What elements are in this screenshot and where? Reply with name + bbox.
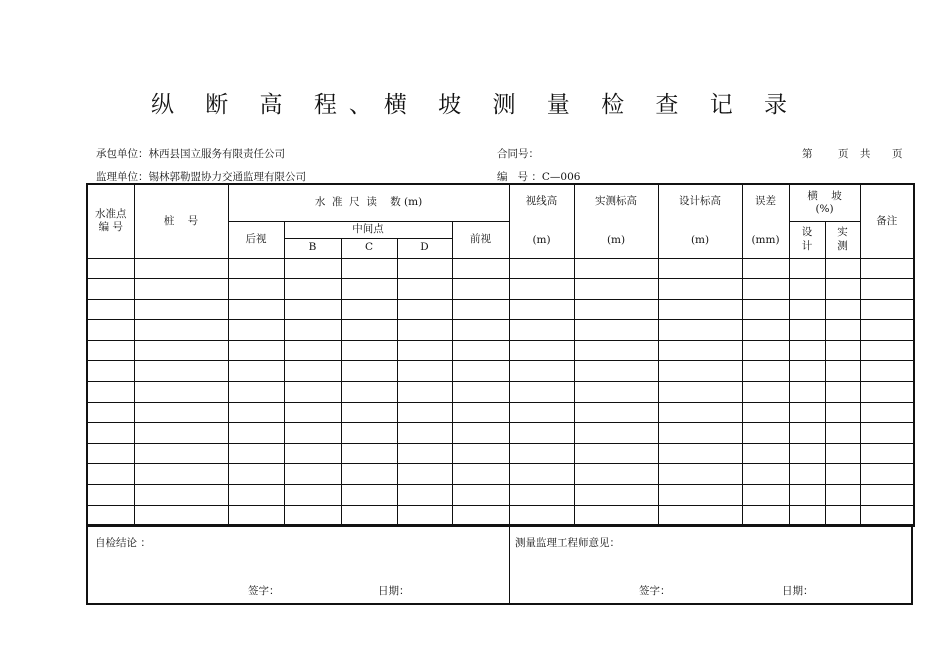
header-b: B bbox=[284, 238, 341, 258]
table-cell bbox=[789, 505, 825, 526]
table-cell bbox=[860, 279, 914, 300]
table-cell bbox=[742, 423, 789, 444]
table-row bbox=[87, 402, 914, 423]
table-cell bbox=[742, 505, 789, 526]
table-cell bbox=[789, 443, 825, 464]
table-cell bbox=[825, 299, 860, 320]
table-cell bbox=[742, 443, 789, 464]
table-cell bbox=[742, 361, 789, 382]
table-cell bbox=[789, 279, 825, 300]
table-cell bbox=[789, 340, 825, 361]
header-foresight: 前视 bbox=[452, 221, 509, 258]
table-cell bbox=[825, 485, 860, 506]
table-cell bbox=[87, 382, 134, 403]
header-d: D bbox=[397, 238, 452, 258]
table-cell bbox=[742, 382, 789, 403]
table-cell bbox=[574, 320, 658, 341]
table-cell bbox=[341, 299, 397, 320]
table-cell bbox=[397, 402, 452, 423]
date-right-label: 日期： bbox=[782, 585, 814, 597]
table-cell bbox=[397, 279, 452, 300]
table-cell bbox=[509, 340, 574, 361]
footer-section bbox=[86, 524, 913, 605]
table-cell bbox=[228, 443, 284, 464]
table-cell bbox=[574, 382, 658, 403]
table-cell bbox=[658, 320, 742, 341]
table-cell bbox=[284, 361, 341, 382]
table-cell bbox=[397, 320, 452, 341]
table-cell bbox=[397, 443, 452, 464]
table-cell bbox=[134, 340, 228, 361]
table-cell bbox=[87, 505, 134, 526]
page-di-label: 第 bbox=[802, 148, 813, 160]
table-cell bbox=[742, 299, 789, 320]
table-cell bbox=[284, 402, 341, 423]
table-cell bbox=[789, 258, 825, 279]
table-cell bbox=[658, 279, 742, 300]
page-ye-label: 页 bbox=[892, 148, 903, 160]
table-cell bbox=[789, 402, 825, 423]
table-cell bbox=[134, 382, 228, 403]
table-cell bbox=[509, 464, 574, 485]
table-cell bbox=[452, 505, 509, 526]
table-cell bbox=[341, 382, 397, 403]
table-row bbox=[87, 258, 914, 279]
table-row bbox=[87, 443, 914, 464]
table-cell bbox=[742, 485, 789, 506]
table-cell bbox=[134, 361, 228, 382]
table-cell bbox=[228, 279, 284, 300]
self-check-label: 自检结论 ： bbox=[95, 537, 151, 549]
table-cell bbox=[860, 382, 914, 403]
table-row bbox=[87, 485, 914, 506]
table-cell bbox=[87, 485, 134, 506]
table-cell bbox=[860, 340, 914, 361]
table-cell bbox=[341, 443, 397, 464]
table-cell bbox=[509, 382, 574, 403]
date-left-label: 日期： bbox=[378, 585, 410, 597]
table-cell bbox=[341, 485, 397, 506]
table-cell bbox=[87, 258, 134, 279]
table-cell bbox=[825, 402, 860, 423]
table-cell bbox=[284, 258, 341, 279]
table-cell bbox=[87, 320, 134, 341]
table-cell bbox=[860, 402, 914, 423]
table-cell bbox=[341, 402, 397, 423]
table-cell bbox=[658, 258, 742, 279]
table-cell bbox=[742, 279, 789, 300]
table-cell bbox=[134, 505, 228, 526]
contract-number-label: 合同号： bbox=[497, 148, 539, 160]
header-level-reading: 水 准 尺 读 数 (m) bbox=[228, 184, 509, 221]
table-cell bbox=[658, 402, 742, 423]
table-cell bbox=[860, 443, 914, 464]
table-cell bbox=[87, 299, 134, 320]
table-cell bbox=[509, 361, 574, 382]
table-cell bbox=[134, 464, 228, 485]
table-cell bbox=[509, 258, 574, 279]
table-cell bbox=[789, 423, 825, 444]
header-cross-slope: 横 坡 (%) bbox=[789, 184, 860, 221]
table-cell bbox=[228, 258, 284, 279]
table-cell bbox=[825, 258, 860, 279]
table-cell bbox=[134, 320, 228, 341]
sign-left-label: 签字： bbox=[248, 585, 280, 597]
table-cell bbox=[284, 340, 341, 361]
table-cell bbox=[452, 279, 509, 300]
table-cell bbox=[452, 299, 509, 320]
table-cell bbox=[658, 423, 742, 444]
table-cell bbox=[658, 485, 742, 506]
table-cell bbox=[860, 320, 914, 341]
table-cell bbox=[87, 464, 134, 485]
table-cell bbox=[397, 485, 452, 506]
table-cell bbox=[825, 464, 860, 485]
table-cell bbox=[509, 320, 574, 341]
table-row bbox=[87, 299, 914, 320]
table-cell bbox=[509, 279, 574, 300]
table-cell bbox=[134, 443, 228, 464]
table-cell bbox=[825, 279, 860, 300]
table-row bbox=[87, 382, 914, 403]
table-cell bbox=[397, 464, 452, 485]
table-cell bbox=[134, 423, 228, 444]
table-cell bbox=[452, 340, 509, 361]
table-cell bbox=[452, 464, 509, 485]
table-cell bbox=[574, 361, 658, 382]
table-row bbox=[87, 340, 914, 361]
table-cell bbox=[397, 340, 452, 361]
table-cell bbox=[87, 340, 134, 361]
table-cell bbox=[341, 505, 397, 526]
table-cell bbox=[397, 382, 452, 403]
table-cell bbox=[860, 361, 914, 382]
table-cell bbox=[825, 505, 860, 526]
table-cell bbox=[284, 485, 341, 506]
table-cell bbox=[134, 258, 228, 279]
table-cell bbox=[658, 340, 742, 361]
table-cell bbox=[742, 402, 789, 423]
table-cell bbox=[509, 443, 574, 464]
contractor-label: 承包单位：林西县国立服务有限责任公司 bbox=[96, 148, 285, 160]
table-cell bbox=[658, 443, 742, 464]
table-cell bbox=[397, 361, 452, 382]
table-cell bbox=[742, 258, 789, 279]
page-title: 纵 断 高 程、横 坡 测 量 检 查 记 录 bbox=[150, 92, 800, 118]
table-cell bbox=[658, 382, 742, 403]
table-cell bbox=[860, 299, 914, 320]
table-cell bbox=[87, 402, 134, 423]
table-cell bbox=[341, 340, 397, 361]
table-cell bbox=[509, 299, 574, 320]
table-cell bbox=[789, 485, 825, 506]
table-cell bbox=[452, 258, 509, 279]
header-slope-actual: 实测 bbox=[825, 221, 860, 258]
table-cell bbox=[509, 402, 574, 423]
table-cell bbox=[574, 340, 658, 361]
header-error: 误差 (mm) bbox=[742, 184, 789, 258]
table-cell bbox=[284, 423, 341, 444]
table-cell bbox=[134, 485, 228, 506]
table-cell bbox=[825, 423, 860, 444]
table-cell bbox=[825, 361, 860, 382]
table-cell bbox=[509, 485, 574, 506]
table-row bbox=[87, 505, 914, 526]
table-cell bbox=[860, 485, 914, 506]
table-cell bbox=[228, 361, 284, 382]
table-cell bbox=[742, 320, 789, 341]
table-cell bbox=[397, 258, 452, 279]
table-cell bbox=[87, 423, 134, 444]
table-cell bbox=[228, 464, 284, 485]
table-cell bbox=[574, 464, 658, 485]
table-cell bbox=[574, 299, 658, 320]
table-cell bbox=[397, 505, 452, 526]
table-cell bbox=[825, 340, 860, 361]
form-number-label: 编 号 ：C—006 bbox=[497, 171, 581, 183]
header-point: 水准点编 号 bbox=[87, 184, 134, 258]
header-measured-elevation: 实测标高 (m) bbox=[574, 184, 658, 258]
table-cell bbox=[574, 505, 658, 526]
table-cell bbox=[87, 361, 134, 382]
engineer-opinion-label: 测量监理工程师意见： bbox=[515, 537, 620, 549]
table-cell bbox=[574, 279, 658, 300]
table-cell bbox=[228, 382, 284, 403]
table-cell bbox=[509, 505, 574, 526]
table-cell bbox=[397, 423, 452, 444]
table-cell bbox=[228, 485, 284, 506]
table-cell bbox=[860, 464, 914, 485]
table-cell bbox=[789, 464, 825, 485]
header-sight-height: 视线高 (m) bbox=[509, 184, 574, 258]
table-cell bbox=[341, 423, 397, 444]
table-cell bbox=[134, 402, 228, 423]
table-cell bbox=[658, 464, 742, 485]
sign-right-label: 签字： bbox=[639, 585, 671, 597]
table-cell bbox=[825, 320, 860, 341]
table-cell bbox=[284, 443, 341, 464]
table-cell bbox=[134, 299, 228, 320]
header-station: 桩 号 bbox=[134, 184, 228, 258]
table-cell bbox=[228, 402, 284, 423]
table-cell bbox=[452, 382, 509, 403]
table-cell bbox=[228, 320, 284, 341]
table-cell bbox=[341, 361, 397, 382]
engineer-opinion-section bbox=[509, 525, 911, 603]
table-cell bbox=[284, 382, 341, 403]
table-cell bbox=[284, 464, 341, 485]
table-cell bbox=[860, 423, 914, 444]
table-cell bbox=[87, 279, 134, 300]
header-remarks: 备注 bbox=[860, 184, 914, 258]
table-cell bbox=[825, 382, 860, 403]
table-cell bbox=[284, 320, 341, 341]
header-c: C bbox=[341, 238, 397, 258]
table-cell bbox=[860, 258, 914, 279]
table-cell bbox=[228, 340, 284, 361]
table-cell bbox=[574, 402, 658, 423]
header-backsight: 后视 bbox=[228, 221, 284, 258]
table-cell bbox=[574, 423, 658, 444]
table-cell bbox=[574, 485, 658, 506]
table-cell bbox=[397, 299, 452, 320]
table-row bbox=[87, 320, 914, 341]
table-cell bbox=[789, 320, 825, 341]
table-cell bbox=[341, 279, 397, 300]
table-cell bbox=[228, 505, 284, 526]
table-row bbox=[87, 361, 914, 382]
table-cell bbox=[658, 505, 742, 526]
table-cell bbox=[452, 423, 509, 444]
table-row bbox=[87, 279, 914, 300]
table-cell bbox=[452, 443, 509, 464]
table-cell bbox=[341, 464, 397, 485]
table-row bbox=[87, 423, 914, 444]
table-cell bbox=[87, 443, 134, 464]
header-intermediate: 中间点 bbox=[284, 221, 452, 238]
table-cell bbox=[860, 505, 914, 526]
self-check-section bbox=[88, 525, 510, 603]
table-cell bbox=[825, 443, 860, 464]
table-cell bbox=[509, 423, 574, 444]
table-cell bbox=[452, 361, 509, 382]
table-cell bbox=[658, 361, 742, 382]
table-cell bbox=[134, 279, 228, 300]
table-cell bbox=[789, 382, 825, 403]
table-cell bbox=[452, 485, 509, 506]
table-cell bbox=[789, 361, 825, 382]
inspection-table bbox=[86, 183, 915, 527]
table-cell bbox=[789, 299, 825, 320]
table-cell bbox=[742, 340, 789, 361]
header-design-elevation: 设计标高 (m) bbox=[658, 184, 742, 258]
header-slope-design: 设计 bbox=[789, 221, 825, 258]
supervisor-label: 监理单位：锡林郭勒盟协力交通监理有限公司 bbox=[96, 171, 306, 183]
table-row bbox=[87, 464, 914, 485]
page-ye-gong-label: 页 共 bbox=[838, 148, 871, 160]
table-cell bbox=[452, 402, 509, 423]
table-cell bbox=[452, 320, 509, 341]
table-cell bbox=[284, 299, 341, 320]
table-cell bbox=[341, 320, 397, 341]
table-cell bbox=[574, 443, 658, 464]
table-cell bbox=[341, 258, 397, 279]
table-cell bbox=[574, 258, 658, 279]
table-cell bbox=[284, 505, 341, 526]
table-cell bbox=[658, 299, 742, 320]
table-cell bbox=[228, 423, 284, 444]
table-cell bbox=[284, 279, 341, 300]
table-cell bbox=[228, 299, 284, 320]
table-cell bbox=[742, 464, 789, 485]
